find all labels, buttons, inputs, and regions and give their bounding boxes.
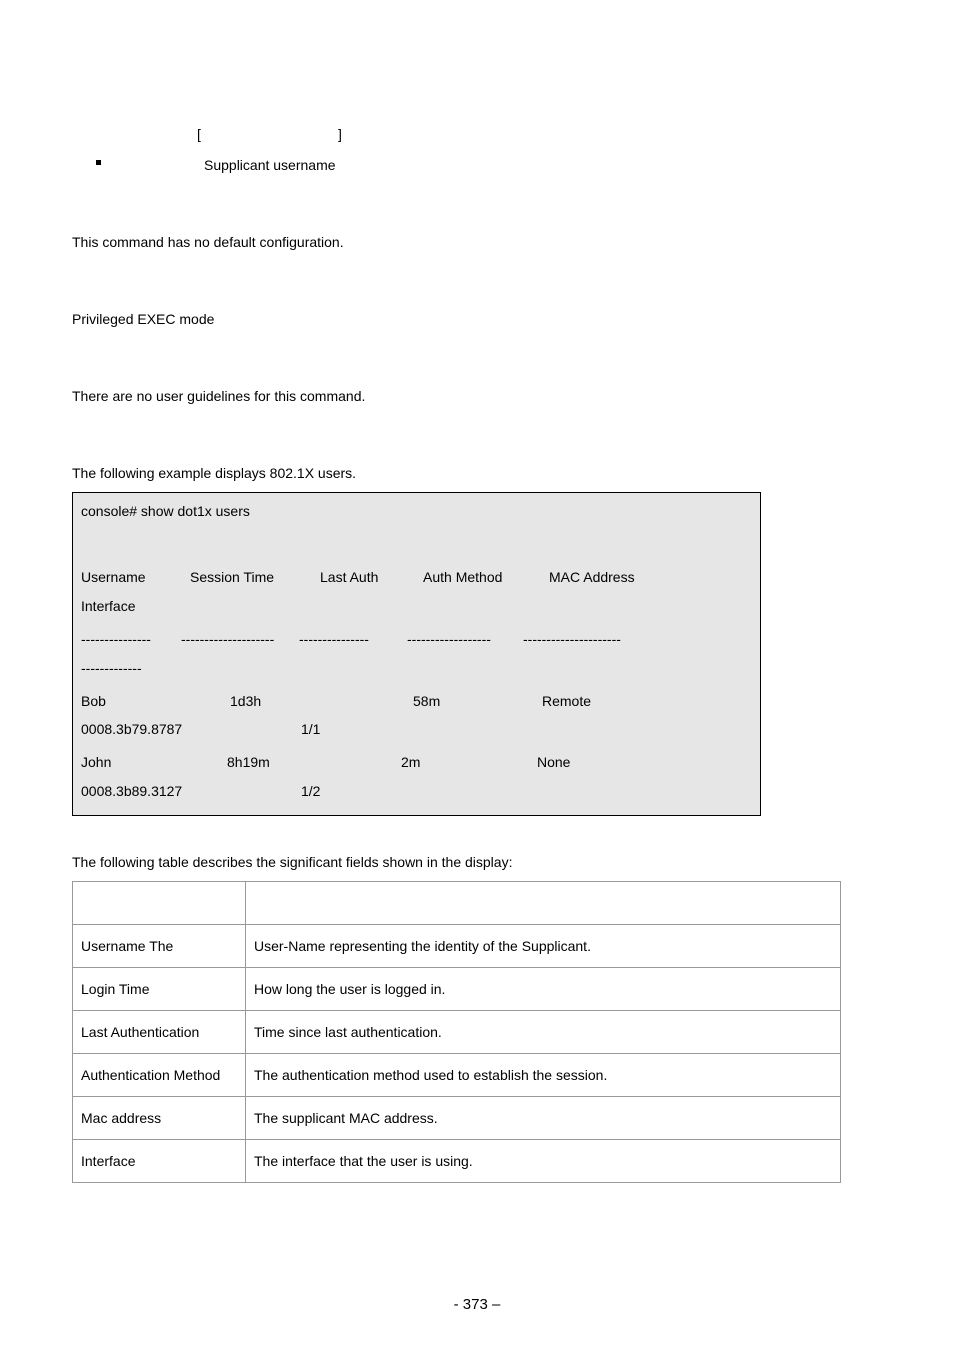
console-row-interface: 1/2 bbox=[301, 783, 321, 799]
console-header-auth-method: Auth Method bbox=[423, 569, 503, 585]
console-separator: --------------------- bbox=[523, 631, 621, 647]
table-intro-text: The following table describes the significant fields shown in the display: bbox=[72, 854, 513, 870]
user-guidelines-text: There are no user guidelines for this command. bbox=[72, 388, 366, 404]
console-header-mac-address: MAC Address bbox=[549, 569, 635, 585]
table-header-row bbox=[73, 882, 841, 925]
table-row bbox=[73, 1140, 841, 1183]
field-description-cell: The interface that the user is using. bbox=[246, 1140, 841, 1183]
field-description-cell: User-Name representing the identity of the Supplicant. bbox=[246, 925, 841, 968]
console-row-mac: 0008.3b79.8787 bbox=[81, 721, 183, 737]
console-row-method: None bbox=[537, 754, 571, 770]
default-configuration-text: This command has no default configuration. bbox=[72, 234, 344, 250]
field-name-cell: Last Authentication bbox=[73, 1011, 246, 1054]
console-row-interface: 1/1 bbox=[301, 721, 321, 737]
console-separator: -------------------- bbox=[181, 631, 275, 647]
field-description-cell: The supplicant MAC address. bbox=[246, 1097, 841, 1140]
console-header-session-time: Session Time bbox=[190, 569, 275, 585]
table-row bbox=[73, 1054, 841, 1097]
command-mode-text: Privileged EXEC mode bbox=[72, 311, 215, 327]
field-description-table bbox=[72, 881, 841, 1183]
table-row bbox=[73, 1097, 841, 1140]
table-header-cell bbox=[73, 882, 246, 925]
console-row-method: Remote bbox=[542, 693, 592, 709]
console-header-last-auth: Last Auth bbox=[320, 569, 379, 585]
field-name-cell: Authentication Method bbox=[73, 1054, 246, 1097]
syntax-close-bracket: ] bbox=[338, 126, 342, 142]
parameter-description: Supplicant username bbox=[204, 157, 336, 173]
field-name-cell: Username The bbox=[73, 925, 246, 968]
console-row-session: 1d3h bbox=[230, 693, 262, 709]
console-row-username: John bbox=[81, 754, 112, 770]
console-row-last-auth: 58m bbox=[413, 693, 441, 709]
console-separator: --------------- bbox=[299, 631, 369, 647]
console-example-box bbox=[72, 492, 761, 816]
console-row-session: 8h19m bbox=[227, 754, 270, 770]
console-row-username: Bob bbox=[81, 693, 106, 709]
table-row bbox=[73, 968, 841, 1011]
field-name-cell: Login Time bbox=[73, 968, 246, 1011]
table-header-cell bbox=[246, 882, 841, 925]
table-row bbox=[73, 1011, 841, 1054]
console-row-last-auth: 2m bbox=[401, 754, 421, 770]
field-description-cell: Time since last authentication. bbox=[246, 1011, 841, 1054]
console-separator: ------------------ bbox=[407, 631, 491, 647]
console-row-mac: 0008.3b89.3127 bbox=[81, 783, 183, 799]
field-description-cell: The authentication method used to establish the session. bbox=[246, 1054, 841, 1097]
field-description-cell: How long the user is logged in. bbox=[246, 968, 841, 1011]
console-header-username: Username bbox=[81, 569, 146, 585]
example-intro-text: The following example displays 802.1X users. bbox=[72, 465, 357, 481]
console-separator: ------------- bbox=[81, 660, 142, 676]
syntax-open-bracket: [ bbox=[197, 126, 201, 142]
field-name-cell: Interface bbox=[73, 1140, 246, 1183]
console-command: console# show dot1x users bbox=[81, 503, 250, 519]
bullet-icon bbox=[96, 160, 101, 165]
console-separator: --------------- bbox=[81, 631, 151, 647]
page-number: - 373 – bbox=[453, 1296, 501, 1313]
table-row bbox=[73, 925, 841, 968]
console-header-interface: Interface bbox=[81, 598, 136, 614]
field-name-cell: Mac address bbox=[73, 1097, 246, 1140]
